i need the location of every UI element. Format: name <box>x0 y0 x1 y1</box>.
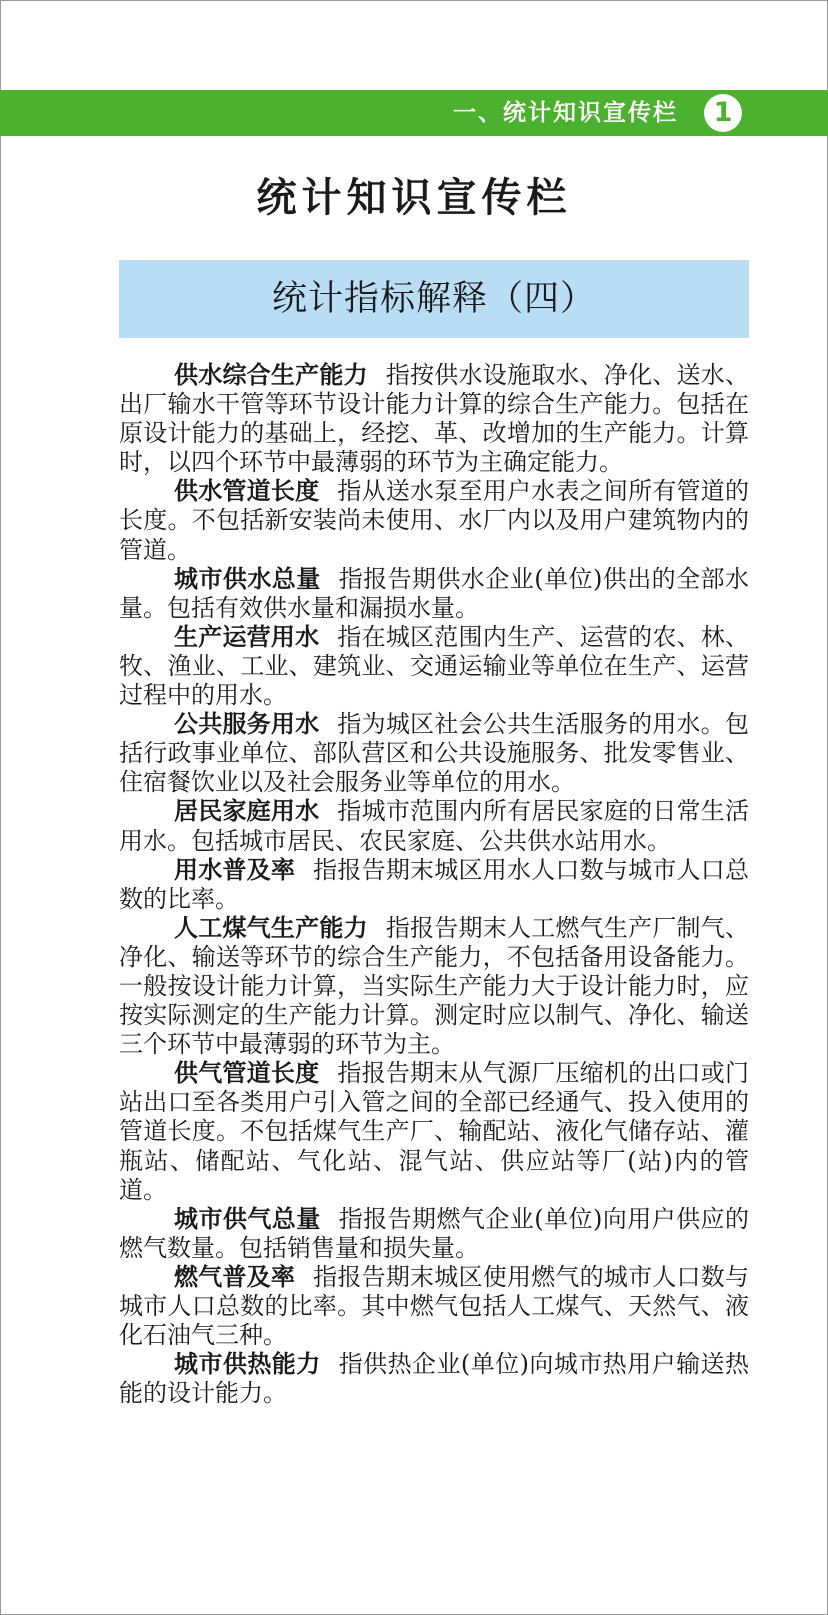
definition-term: 供水管道长度 <box>174 477 320 506</box>
definition-entry <box>119 1205 749 1263</box>
subtitle-text: 统计指标解释（四） <box>271 279 596 319</box>
definition-entry <box>119 477 749 564</box>
definition-text: 指供热企业(单位)向城市热用户输送热能的设计能力。 <box>119 1350 750 1408</box>
definition-term: 生产运营用水 <box>174 622 320 651</box>
subtitle-banner <box>119 260 749 338</box>
definition-entry <box>119 565 749 623</box>
page-number-badge: 1 <box>704 94 742 132</box>
definition-text: 指报告期末人工燃气生产厂制气、净化、输送等环节的综合生产能力，不包括备用设备能力。一般按设计能力计算，当实际生产能力大于设计能力时，应按实际测定的生产能力计算。测定时应以制气、净化、输送三个环节中最薄弱的环节为主。 <box>119 913 750 1059</box>
definition-entry <box>119 710 749 797</box>
definition-text: 指从送水泵至用户水表之间所有管道的长度。不包括新安装尚未使用、水厂内以及用户建筑物内的管道。 <box>119 477 750 564</box>
definition-text: 指按供水设施取水、净化、送水、出厂输水干管等环节设计能力计算的综合生产能力。包括在原设计能力的基础上，经挖、革、改增加的生产能力。计算时，以四个环节中最薄弱的环节为主确定能力。 <box>119 361 750 477</box>
page-title: 统计知识宣传栏 <box>256 175 572 221</box>
definition-text: 指报告期末从气源厂压缩机的出口或门站出口至各类用户引入管之间的全部已经通气、投入使用的管道长度。不包括煤气生产厂、输配站、液化气储存站、灌瓶站、储配站、气化站、混气站、供应站等厂(站)内的管道。 <box>119 1059 750 1204</box>
definition-entry <box>119 1350 749 1408</box>
definition-entry <box>119 797 749 855</box>
definition-text: 指报告期燃气企业(单位)向用户供应的燃气数量。包括销售量和损失量。 <box>119 1204 750 1262</box>
definition-term: 公共服务用水 <box>174 710 320 739</box>
definition-term: 城市供水总量 <box>174 564 321 593</box>
definition-text: 指为城区社会公共生活服务的用水。包括行政事业单位、部队营区和公共设施服务、批发零售业、住宿餐饮业以及社会服务业等单位的用水。 <box>119 710 750 797</box>
definition-term: 燃气普及率 <box>174 1262 296 1291</box>
definition-entry <box>119 623 749 710</box>
definition-entry <box>119 1059 749 1204</box>
definition-term: 居民家庭用水 <box>174 797 320 826</box>
definition-text: 指报告期末城区使用燃气的城市人口数与城市人口总数的比率。其中燃气包括人工煤气、天然气、液化石油气三种。 <box>119 1262 750 1350</box>
definition-term: 城市供气总量 <box>174 1204 321 1233</box>
definitions-list <box>119 361 749 1408</box>
definition-term: 供水综合生产能力 <box>174 361 368 389</box>
definition-term: 用水普及率 <box>174 855 296 884</box>
definition-text: 指报告期供水企业(单位)供出的全部水量。包括有效供水量和漏损水量。 <box>119 564 750 622</box>
definition-entry <box>119 1263 749 1350</box>
definition-entry <box>119 856 749 914</box>
definition-text: 指报告期末城区用水人口数与城市人口总数的比率。 <box>119 855 750 913</box>
section-label: 一、统计知识宣传栏 <box>453 100 678 126</box>
definition-text: 指在城区范围内生产、运营的农、林、牧、渔业、工业、建筑业、交通运输业等单位在生产、运营过程中的用水。 <box>119 622 750 710</box>
definition-term: 人工煤气生产能力 <box>174 913 368 942</box>
definition-entry <box>119 361 749 477</box>
definition-term: 城市供热能力 <box>174 1350 321 1379</box>
definition-term: 供气管道长度 <box>174 1059 320 1088</box>
definition-entry <box>119 914 749 1059</box>
definition-text: 指城市范围内所有居民家庭的日常生活用水。包括城市居民、农民家庭、公共供水站用水。 <box>119 797 750 855</box>
